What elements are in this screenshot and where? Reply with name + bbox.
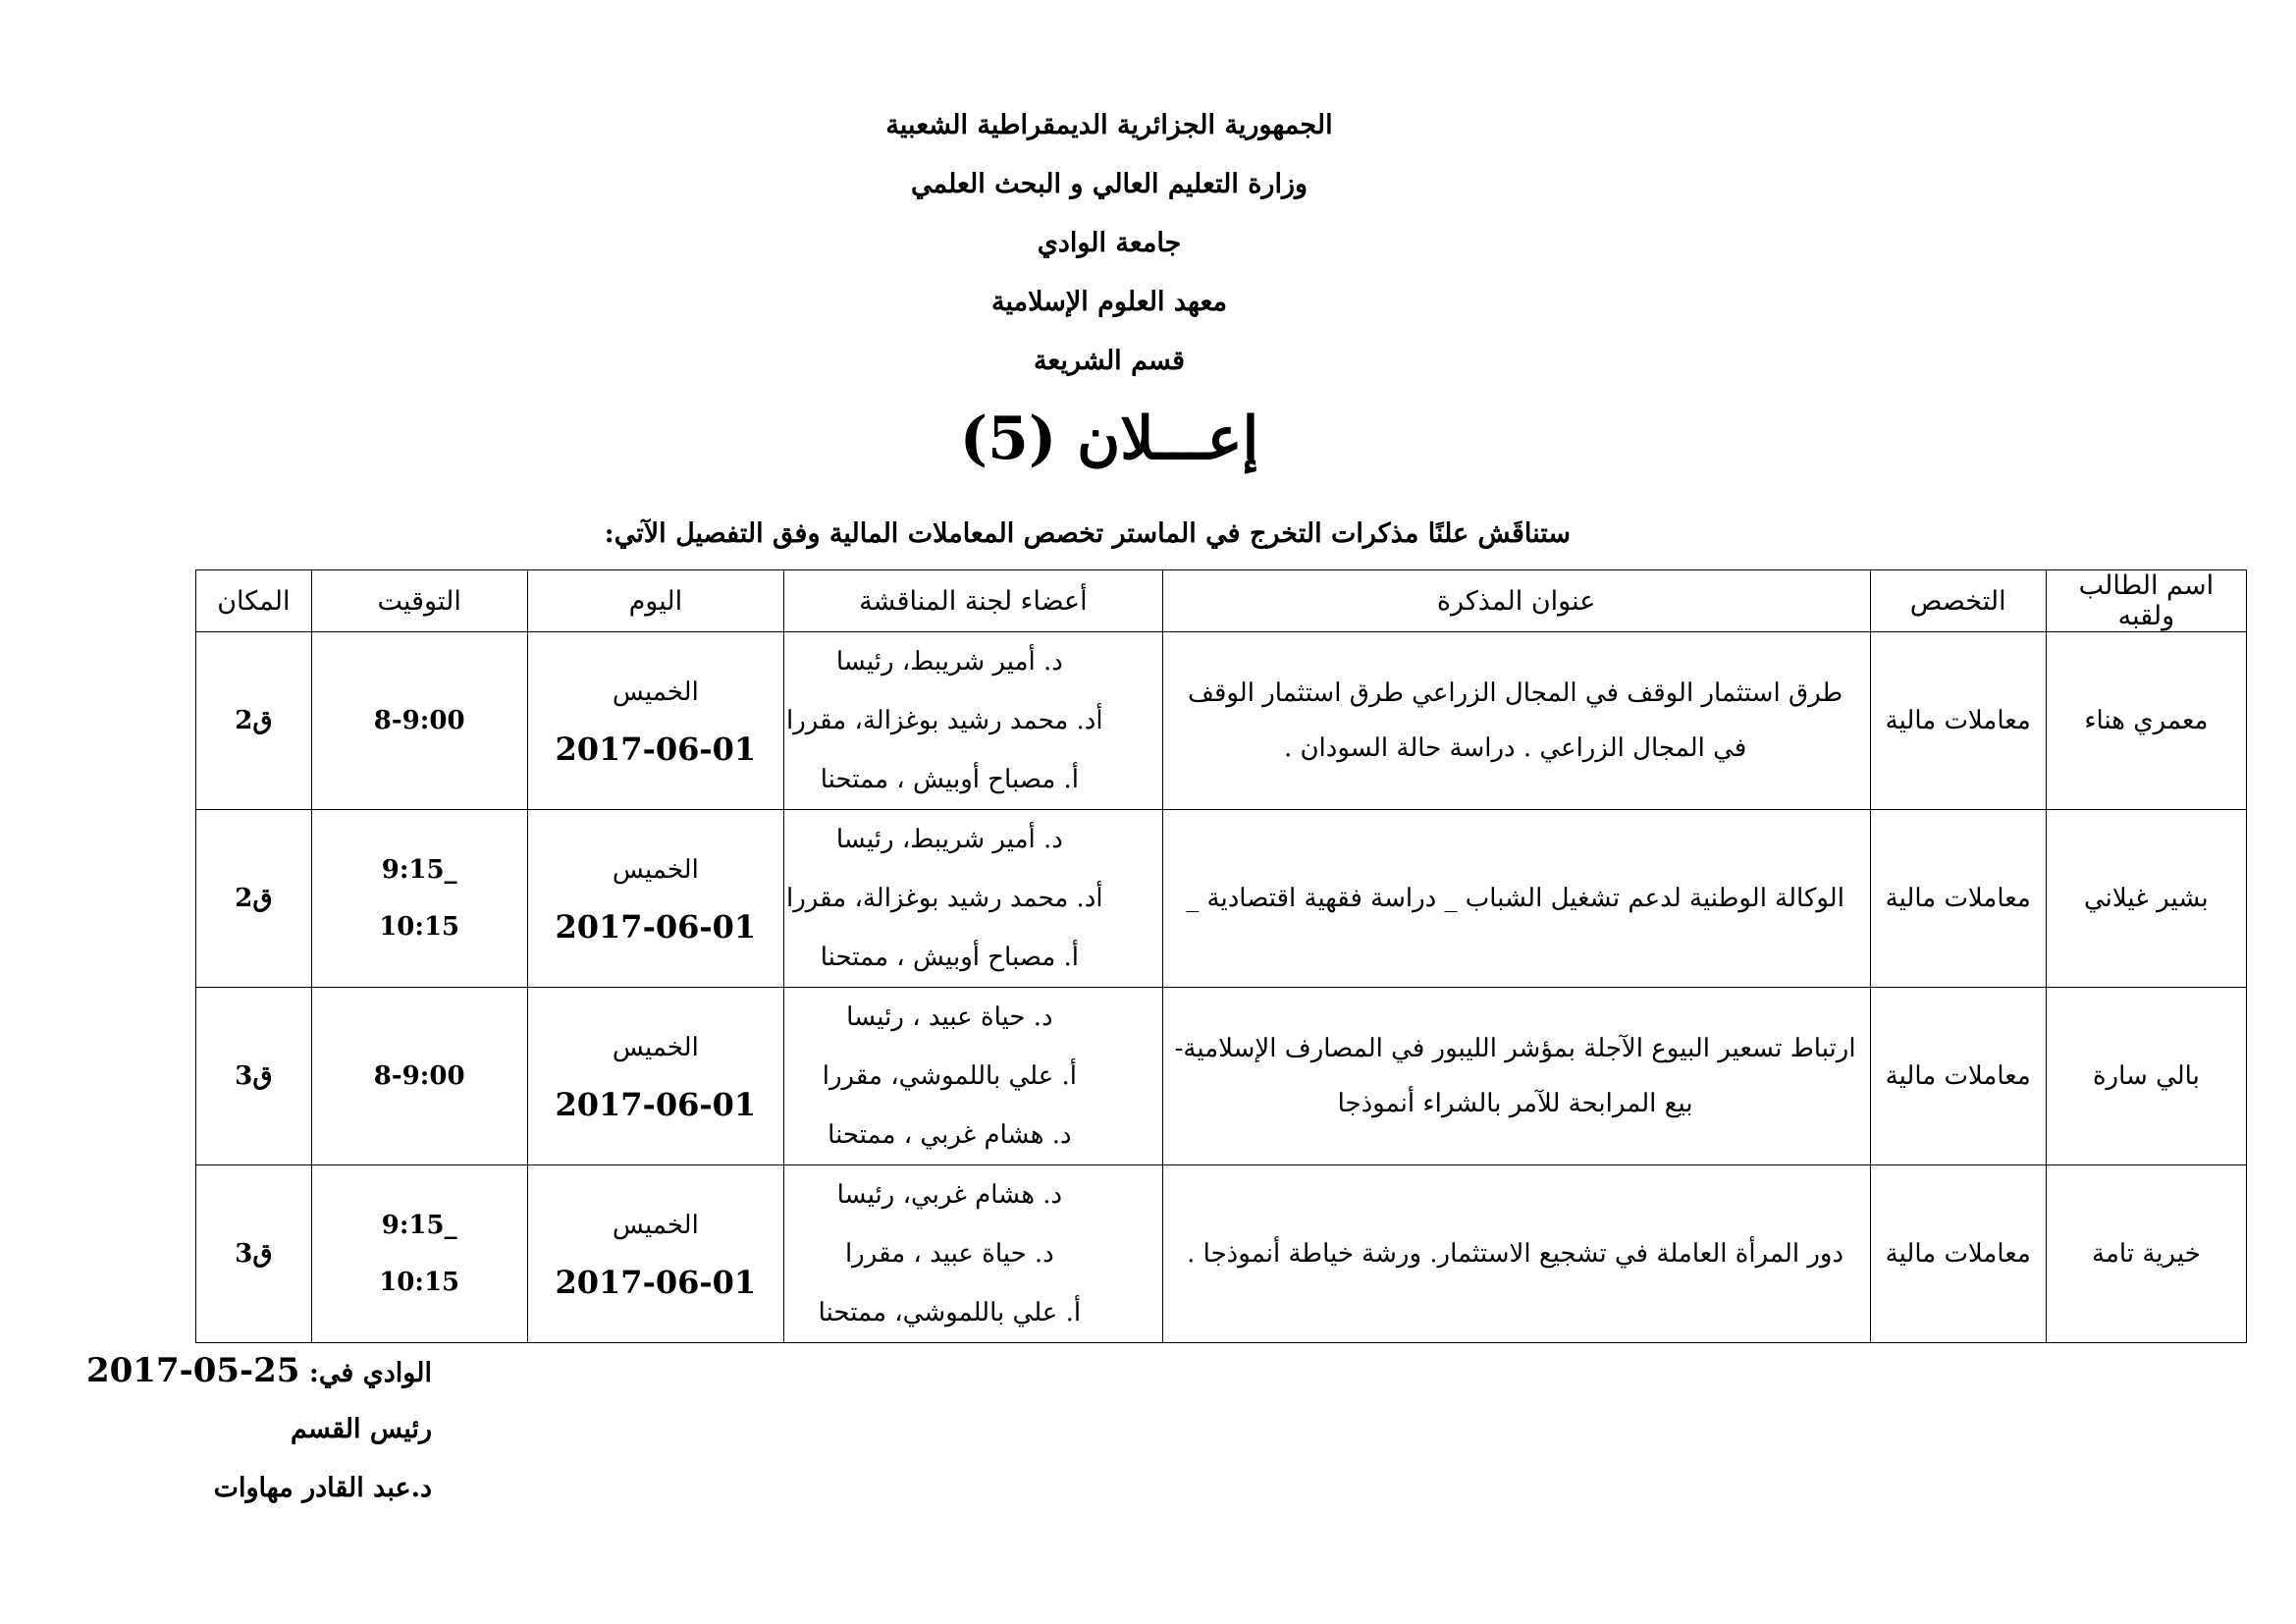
committee-examiner: أ. مصباح أوبيش ، ممتحنا	[820, 765, 1080, 794]
committee-supervisor: د. حياة عبيد ، مقررا	[844, 1239, 1054, 1269]
time-start: 9:15_	[381, 1211, 457, 1240]
committee-members	[784, 632, 1163, 810]
header-day: اليوم	[527, 570, 784, 632]
department-name: قسم الشريعة	[1033, 346, 1186, 376]
table-row	[196, 988, 2247, 1165]
student-name: خيرية تامة	[2046, 1165, 2246, 1343]
defense-time	[311, 810, 527, 988]
thesis-title: ارتباط تسعير البيوع الآجلة بمؤشر الليبور في المصارف الإسلامية-بيع المرابحة للآمر بالشراء أنموذجا	[1162, 988, 1870, 1165]
specialty: معاملات مالية	[1870, 810, 2046, 988]
table-row	[196, 632, 2247, 810]
university-name: جامعة الوادي	[1037, 228, 1182, 258]
header-place: المكان	[196, 570, 312, 632]
student-name: بالي سارة	[2046, 988, 2246, 1165]
time-value: 8-9:00	[373, 706, 465, 735]
header-specialty: التخصص	[1870, 570, 2046, 632]
signatory-name: د.عبد القادر مهاوات	[213, 1473, 432, 1503]
defense-day	[527, 988, 784, 1165]
table-header-row	[196, 570, 2247, 632]
announcement-title: إعـــلان (5)	[959, 405, 1259, 473]
signatory-role: رئيس القسم	[291, 1414, 432, 1444]
day-date: 2017-06-01	[555, 1086, 757, 1123]
defense-room: ق2	[196, 810, 312, 988]
defense-room: ق3	[196, 1165, 312, 1343]
specialty: معاملات مالية	[1870, 1165, 2046, 1343]
day-date: 2017-06-01	[555, 908, 757, 946]
time-end: 10:15	[379, 1268, 460, 1297]
specialty: معاملات مالية	[1870, 988, 2046, 1165]
defense-time	[311, 988, 527, 1165]
defense-time	[311, 1165, 527, 1343]
committee-supervisor: أ. علي باللموشي، مقررا	[822, 1061, 1077, 1091]
committee-examiner: د. هشام غربي ، ممتحنا	[828, 1120, 1072, 1150]
day-name: الخميس	[612, 677, 699, 707]
day-date: 2017-06-01	[555, 1264, 757, 1301]
committee-supervisor: أد. محمد رشيد بوغزالة، مقررا	[785, 884, 1103, 913]
committee-chair: د. أمير شريبط، رئيسا	[835, 825, 1063, 854]
header-student-name: اسم الطالب ولقبه	[2046, 570, 2246, 632]
defense-day	[527, 810, 784, 988]
header-time: التوقيت	[311, 570, 527, 632]
day-date: 2017-06-01	[555, 731, 757, 768]
defense-schedule-table	[195, 569, 2247, 1343]
time-end: 10:15	[379, 912, 460, 942]
defense-room: ق2	[196, 632, 312, 810]
committee-members	[784, 810, 1163, 988]
issue-place-label: الوادي في:	[308, 1358, 432, 1388]
defense-day	[527, 1165, 784, 1343]
committee-members	[784, 1165, 1163, 1343]
institute-name: معهد العلوم الإسلامية	[991, 287, 1227, 317]
thesis-title: الوكالة الوطنية لدعم تشغيل الشباب _ دراسة فقهية اقتصادية _	[1162, 810, 1870, 988]
header-thesis-title: عنوان المذكرة	[1162, 570, 1870, 632]
student-name: معمري هناء	[2046, 632, 2246, 810]
ministry-name: وزارة التعليم العالي و البحث العلمي	[910, 169, 1308, 199]
committee-examiner: أ. مصباح أوبيش ، ممتحنا	[820, 943, 1080, 972]
thesis-title: طرق استثمار الوقف في المجال الزراعي طرق استثمار الوقف في المجال الزراعي . دراسة حالة السودان .	[1162, 632, 1870, 810]
defense-day	[527, 632, 784, 810]
committee-examiner: أ. علي باللموشي، ممتحنا	[818, 1298, 1082, 1327]
table-row	[196, 810, 2247, 988]
issue-date: 2017-05-25	[85, 1351, 300, 1390]
announcement-intro: ستناقَش علنًا مذكرات التخرج في الماستر تخصص المعاملات المالية وفق التفصيل الآتي:	[604, 518, 1571, 549]
student-name: بشير غيلاني	[2046, 810, 2246, 988]
specialty: معاملات مالية	[1870, 632, 2046, 810]
day-name: الخميس	[612, 1033, 699, 1062]
day-name: الخميس	[612, 855, 699, 885]
thesis-title: دور المرأة العاملة في تشجيع الاستثمار. ورشة خياطة أنموذجا .	[1162, 1165, 1870, 1343]
committee-chair: د. أمير شريبط، رئيسا	[835, 647, 1063, 677]
committee-chair: د. هشام غربي، رئيسا	[836, 1180, 1063, 1210]
defense-room: ق3	[196, 988, 312, 1165]
republic-name: الجمهورية الجزائرية الديمقراطية الشعبية	[885, 110, 1333, 140]
header-committee: أعضاء لجنة المناقشة	[784, 570, 1163, 632]
defense-time	[311, 632, 527, 810]
committee-supervisor: أد. محمد رشيد بوغزالة، مقررا	[785, 706, 1103, 735]
time-start: 9:15_	[381, 855, 457, 885]
committee-members	[784, 988, 1163, 1165]
day-name: الخميس	[612, 1211, 699, 1240]
committee-chair: د. حياة عبيد ، رئيسا	[846, 1002, 1053, 1032]
time-value: 8-9:00	[373, 1061, 465, 1091]
issue-place-date	[59, 1351, 432, 1390]
table-row	[196, 1165, 2247, 1343]
